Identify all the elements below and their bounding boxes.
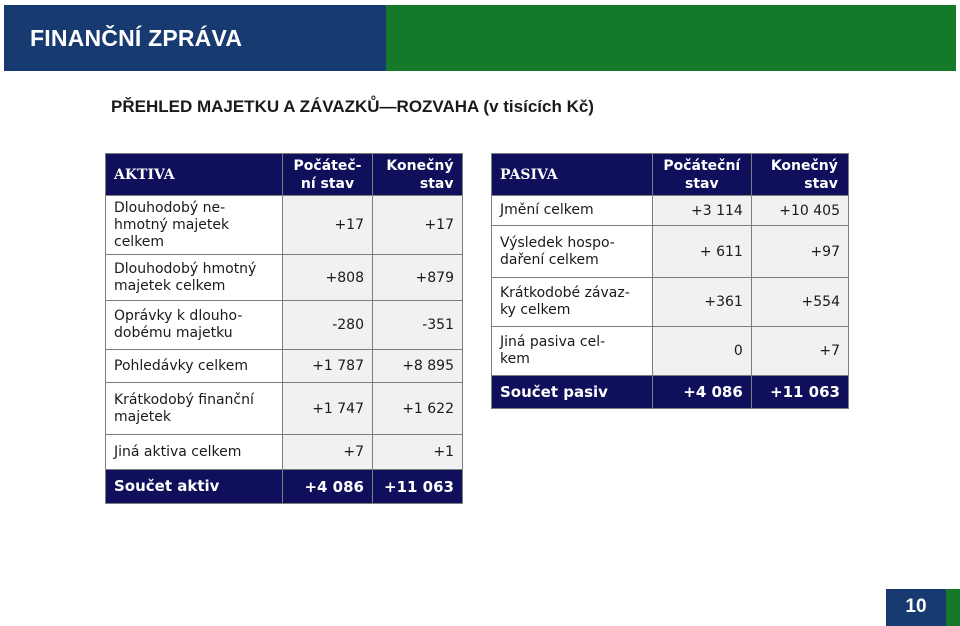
aktiva-row-end: +8 895: [373, 350, 463, 383]
aktiva-total-start: +4 086: [283, 470, 373, 504]
aktiva-row-end: +1 622: [373, 383, 463, 435]
pasiva-header-start: Počáteční stav: [652, 154, 751, 196]
pasiva-row-start: 0: [652, 327, 751, 376]
pasiva-total-start: +4 086: [652, 376, 751, 409]
pasiva-row-start: +361: [652, 278, 751, 327]
report-subtitle: PŘEHLED MAJETKU A ZÁVAZKŮ—ROZVAHA (v tisících Kč): [111, 97, 594, 116]
table-row: [106, 196, 463, 255]
aktiva-row-name: Dlouhodobý ne-hmotný majetek celkem: [106, 196, 283, 255]
header-bar-green: [386, 5, 956, 71]
table-row: [492, 226, 849, 278]
pasiva-row-name: Jmění celkem: [492, 196, 653, 226]
pasiva-total-name: Součet pasiv: [492, 376, 653, 409]
aktiva-row-name: Krátkodobý finanční majetek: [106, 383, 283, 435]
table-row: [492, 278, 849, 327]
pasiva-row-end: +554: [751, 278, 848, 327]
aktiva-row-name: Pohledávky celkem: [106, 350, 283, 383]
table-row: [106, 301, 463, 350]
aktiva-row-name: Jiná aktiva celkem: [106, 435, 283, 470]
pasiva-header-label: PASIVA: [492, 154, 653, 196]
pasiva-table: [491, 153, 849, 409]
page-number: 10: [905, 596, 927, 617]
aktiva-row-end: +1: [373, 435, 463, 470]
table-row: [492, 327, 849, 376]
aktiva-total-name: Součet aktiv: [106, 470, 283, 504]
aktiva-row-name: Oprávky k dlouho-dobému majetku: [106, 301, 283, 350]
pasiva-header-end: Konečný stav: [751, 154, 848, 196]
aktiva-row-start: +7: [283, 435, 373, 470]
pasiva-row-end: +10 405: [751, 196, 848, 226]
aktiva-header-start: Počáteč-ní stav: [283, 154, 373, 196]
pasiva-row-name: Výsledek hospo-daření celkem: [492, 226, 653, 278]
table-row: [106, 255, 463, 301]
aktiva-row-name: Dlouhodobý hmotný majetek celkem: [106, 255, 283, 301]
aktiva-table: [105, 153, 463, 504]
pasiva-row-name: Krátkodobé závaz-ky celkem: [492, 278, 653, 327]
aktiva-row-end: +17: [373, 196, 463, 255]
table-row: [492, 196, 849, 226]
aktiva-total-end: +11 063: [373, 470, 463, 504]
pasiva-row-end: +7: [751, 327, 848, 376]
aktiva-header-end: Konečný stav: [373, 154, 463, 196]
pasiva-row-start: + 611: [652, 226, 751, 278]
table-row: [106, 383, 463, 435]
aktiva-header-label: AKTIVA: [106, 154, 283, 196]
aktiva-row-start: +17: [283, 196, 373, 255]
aktiva-row-start: +1 747: [283, 383, 373, 435]
pasiva-row-name: Jiná pasiva cel-kem: [492, 327, 653, 376]
pasiva-row-end: +97: [751, 226, 848, 278]
aktiva-total-row: [106, 470, 463, 504]
pasiva-header-row: [492, 154, 849, 196]
aktiva-row-start: +808: [283, 255, 373, 301]
table-row: [106, 350, 463, 383]
aktiva-row-start: +1 787: [283, 350, 373, 383]
aktiva-header-row: [106, 154, 463, 196]
pasiva-total-row: [492, 376, 849, 409]
pasiva-row-start: +3 114: [652, 196, 751, 226]
table-row: [106, 435, 463, 470]
aktiva-row-start: -280: [283, 301, 373, 350]
page-number-accent: [946, 589, 960, 626]
page-title: FINANČNÍ ZPRÁVA: [30, 25, 243, 51]
pasiva-total-end: +11 063: [751, 376, 848, 409]
aktiva-row-end: +879: [373, 255, 463, 301]
aktiva-row-end: -351: [373, 301, 463, 350]
